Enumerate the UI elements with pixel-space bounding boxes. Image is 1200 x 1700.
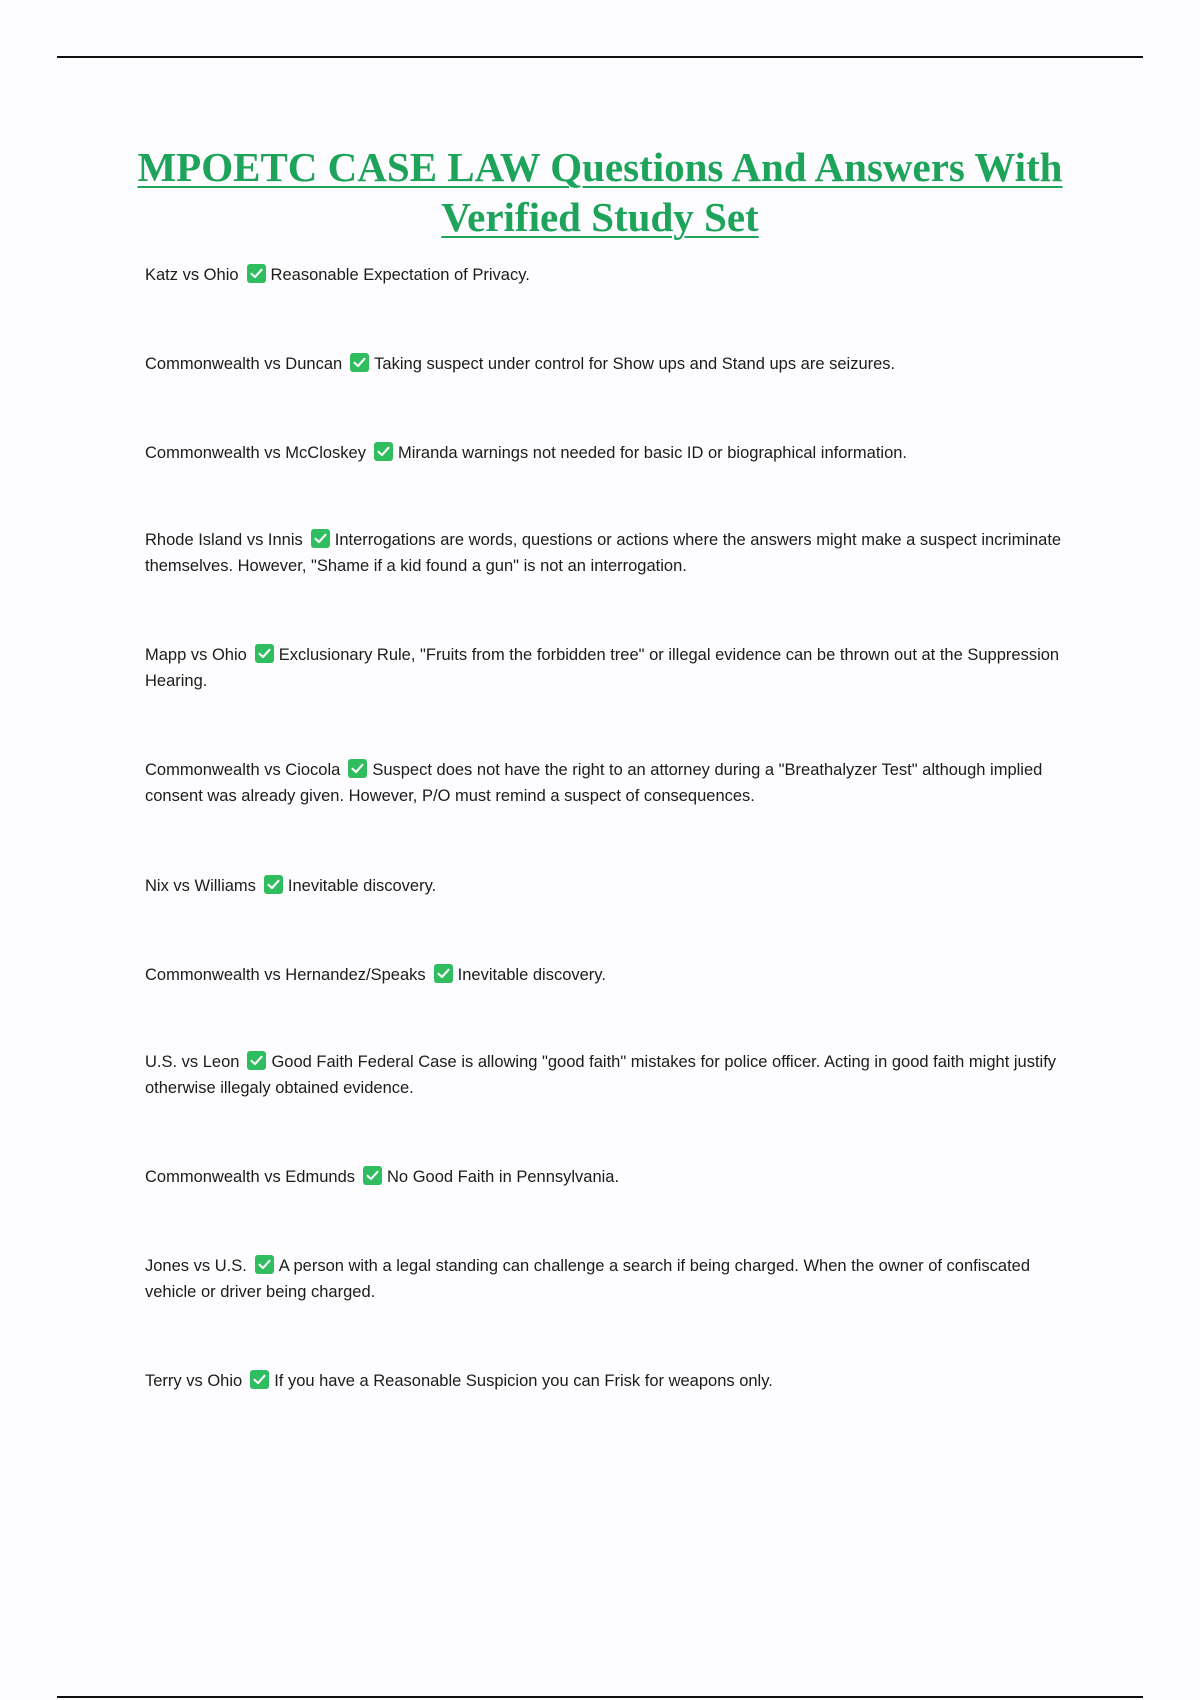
case-answer: Reasonable Expectation of Privacy. xyxy=(270,266,530,284)
qa-entry xyxy=(145,962,1085,988)
case-name: Commonwealth vs Hernandez/Speaks xyxy=(145,966,426,984)
case-name: Jones vs U.S. xyxy=(145,1257,247,1275)
qa-entry xyxy=(145,1164,1085,1190)
title-line-2: Verified Study Set xyxy=(441,194,759,240)
qa-entry xyxy=(145,351,1085,377)
qa-entry xyxy=(145,440,1085,466)
case-answer: If you have a Reasonable Suspicion you can Frisk for weapons only. xyxy=(274,1372,773,1390)
check-mark-icon xyxy=(247,1051,266,1070)
qa-entry xyxy=(145,262,1085,288)
case-name: Terry vs Ohio xyxy=(145,1372,243,1390)
case-answer: No Good Faith in Pennsylvania. xyxy=(387,1168,620,1186)
case-answer: Interrogations are words, questions or actions where the answers might make a suspect incriminate themselves. However, "Shame if a kid found a gun" is not an interrogation. xyxy=(145,531,1062,575)
case-name: Commonwealth vs Duncan xyxy=(145,355,343,373)
check-mark-icon xyxy=(374,442,393,461)
check-mark-icon xyxy=(311,529,330,548)
qa-entry xyxy=(145,527,1085,579)
case-answer: Miranda warnings not needed for basic ID or biographical information. xyxy=(397,444,908,462)
check-mark-icon xyxy=(264,875,283,894)
title-line-1: MPOETC CASE LAW Questions And Answers With xyxy=(137,144,1063,190)
case-answer: Inevitable discovery. xyxy=(457,966,606,984)
document-title xyxy=(100,142,1100,242)
qa-entry xyxy=(145,1253,1085,1305)
qa-entry xyxy=(145,642,1085,694)
case-name: Commonwealth vs McCloskey xyxy=(145,444,366,462)
case-answer: Inevitable discovery. xyxy=(287,877,437,895)
case-name: Commonwealth vs Ciocola xyxy=(145,761,341,779)
qa-entry xyxy=(145,757,1085,809)
top-rule xyxy=(57,56,1143,58)
case-name: U.S. vs Leon xyxy=(145,1053,240,1071)
case-name: Katz vs Ohio xyxy=(145,266,239,284)
check-mark-icon xyxy=(434,964,453,983)
check-mark-icon xyxy=(250,1370,269,1389)
case-answer: Exclusionary Rule, "Fruits from the forbidden tree" or illegal evidence can be thrown out at the Suppression Hearing. xyxy=(145,646,1060,690)
check-mark-icon xyxy=(350,353,369,372)
case-answer: Suspect does not have the right to an attorney during a "Breathalyzer Test" although implied consent was already given. However, P/O must remind a suspect of consequences. xyxy=(145,761,1043,805)
check-mark-icon xyxy=(255,1255,274,1274)
check-mark-icon xyxy=(348,759,367,778)
qa-entry xyxy=(145,873,1085,899)
check-mark-icon xyxy=(255,644,274,663)
check-mark-icon xyxy=(363,1166,382,1185)
qa-entry xyxy=(145,1368,1085,1394)
case-name: Rhode Island vs Innis xyxy=(145,531,303,549)
case-answer: Good Faith Federal Case is allowing "good faith" mistakes for police officer. Acting in good faith might justify otherwise illegaly obtained evidence. xyxy=(145,1053,1057,1097)
case-name: Commonwealth vs Edmunds xyxy=(145,1168,356,1186)
qa-entry xyxy=(145,1049,1085,1101)
case-answer: Taking suspect under control for Show ups and Stand ups are seizures. xyxy=(374,355,896,373)
bottom-rule xyxy=(57,1696,1143,1698)
case-name: Mapp vs Ohio xyxy=(145,646,247,664)
case-name: Nix vs Williams xyxy=(145,877,256,895)
case-answer: A person with a legal standing can challenge a search if being charged. When the owner of confiscated vehicle or driver being charged. xyxy=(145,1257,1031,1301)
check-mark-icon xyxy=(247,264,266,283)
